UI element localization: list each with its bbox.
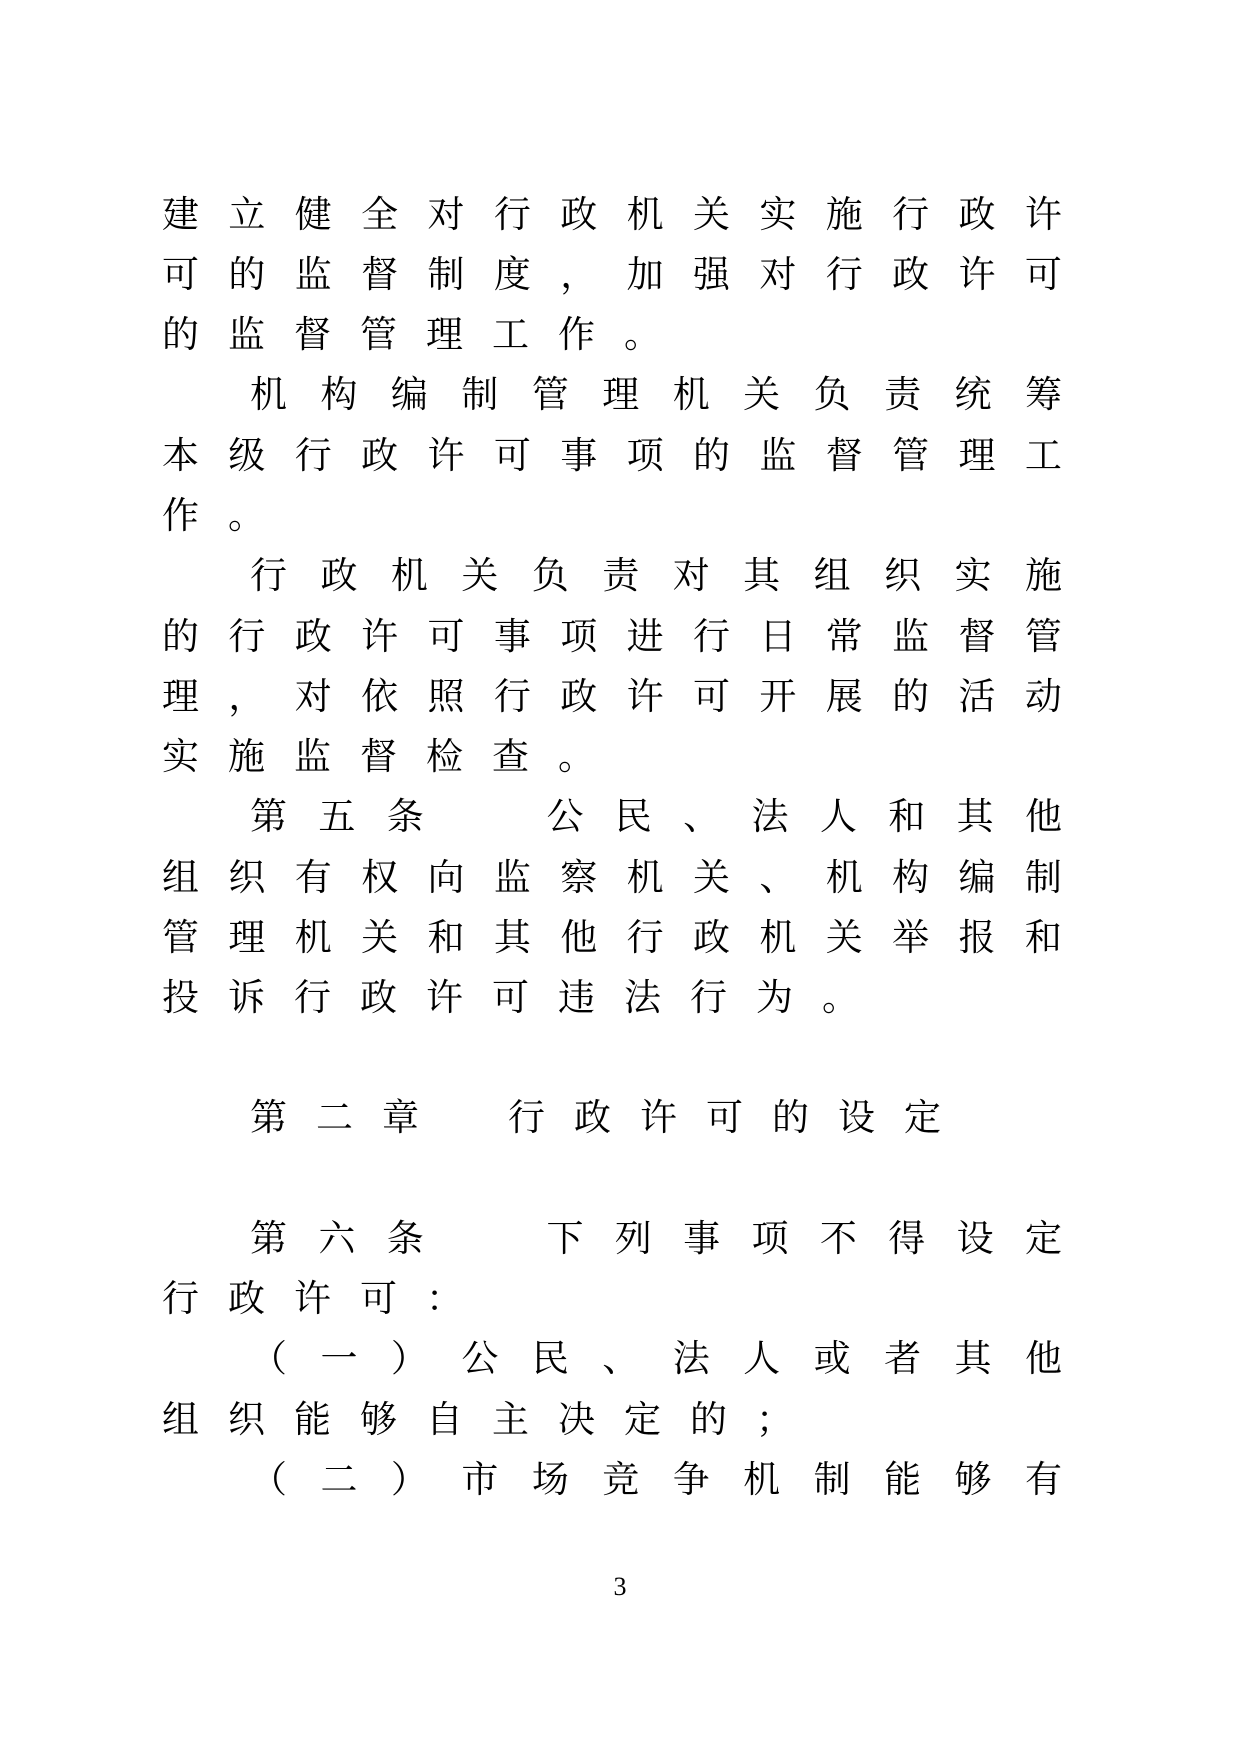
text-line: （ 二 ） 市 场 竞 争 机 制 能 够 有 [250,1458,1062,1501]
text-line: 第 五 条 公 民 、 法 人 和 其 他 [250,795,1062,838]
text-line: （ 一 ） 公 民 、 法 人 或 者 其 他 [250,1337,1062,1380]
text-line: 理 ， 对 依 照 行 政 许 可 开 展 的 活 动 [162,675,1062,718]
text-line: 组 织 有 权 向 监 察 机 关 、 机 构 编 制 [162,856,1062,899]
text-line: 的 监 督 管 理 工 作 。 [162,313,661,356]
text-line: 实 施 监 督 检 查 。 [162,735,595,778]
text-line: 第 二 章 行 政 许 可 的 设 定 [250,1096,941,1139]
text-line: 投 诉 行 政 许 可 违 法 行 为 。 [162,976,859,1019]
page-number: 3 [613,1572,627,1601]
text-line: 可 的 监 督 制 度 ， 加 强 对 行 政 许 可 [162,253,1062,296]
text-line: 组 织 能 够 自 主 决 定 的 ； [162,1398,793,1441]
text-line: 的 行 政 许 可 事 项 进 行 日 常 监 督 管 [162,615,1062,658]
text-line: 行 政 机 关 负 责 对 其 组 织 实 施 [250,554,1062,597]
text-line: 作 。 [162,494,265,537]
text-line: 行 政 许 可 ： [162,1277,463,1320]
text-line: 本 级 行 政 许 可 事 项 的 监 督 管 理 工 [162,434,1062,477]
text-line: 建 立 健 全 对 行 政 机 关 实 施 行 政 许 [162,193,1062,236]
text-line: 机 构 编 制 管 理 机 关 负 责 统 筹 [250,373,1062,416]
text-line: 第 六 条 下 列 事 项 不 得 设 定 [250,1217,1062,1260]
text-line: 管 理 机 关 和 其 他 行 政 机 关 举 报 和 [162,916,1062,959]
